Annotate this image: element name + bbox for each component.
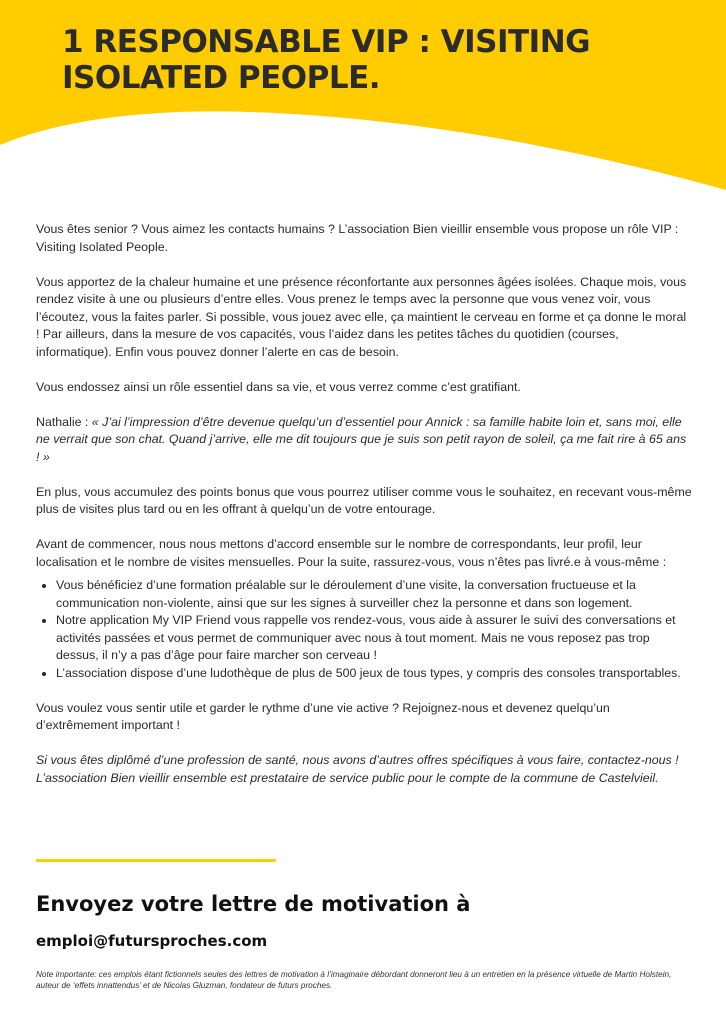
testimonial-quote: « J’ai l’impression d’être devenue quelqu’un d’essentiel pour Annick : sa famille habite loin et, sans moi, elle ne verrait que son chat. Quand j’arrive, elle me dit toujours que je suis son petit rayon de soleil, ça me fait rire à 65 ans ! » — [36, 414, 687, 464]
job-description — [36, 221, 692, 787]
role-paragraph: Vous apportez de la chaleur humaine et une présence réconfortante aux personnes âgées isolées. Chaque mois, vous rendez visite à une ou plusieurs d’entre elles. Vous prenez le temps avec la personne que vous venez voir, vous l’écoutez, vous la faites parler. Si possible, vous jouez avec elle, ça maintient le cerveau en forme et ça donne le moral ! Par ailleurs, dans la mesure de vos capacités, vous l’aidez dans les petites tâches du quotidien (courses, informatique). Enfin vous pouvez donner l’alerte en cas de besoin. — [36, 274, 687, 359]
list-item: • Vous bénéficiez d’une formation préalable sur le déroulement d’une visite, la conversation fructueuse et la communication non-violente, ainsi que sur les signes à surveiller chez la personne et dans son logement. — [56, 577, 692, 612]
association-note: L’association Bien vieillir ensemble est prestataire de service public pour le compte de la commune de Castelvieil. — [36, 770, 659, 785]
testimonial-author: Nathalie : — [36, 414, 92, 429]
essential-paragraph: Vous endossez ainsi un rôle essentiel dans sa vie, et vous verrez comme c’est gratifiant. — [36, 379, 521, 394]
list-item: • L’association dispose d’une ludothèque de plus de 500 jeux de tous types, y compris des consoles transportables. — [56, 665, 692, 683]
cta-title: Envoyez votre lettre de motivation à — [36, 892, 471, 916]
testimonial — [36, 414, 692, 467]
health-note: Si vous êtes diplômé d’une profession de santé, nous avons d’autres offres spécifiques à vous faire, contactez-nous ! — [36, 753, 679, 767]
call-paragraph: Vous voulez vous sentir utile et garder le rythme d’une vie active ? Rejoignez-nous et devenez quelqu’un d’extrêmement important ! — [36, 700, 610, 732]
agreement-paragraph: Avant de commencer, nous nous mettons d’accord ensemble sur le nombre de correspondants, leur profil, leur localisation et le nombre de visites mensuelles. Pour la suite, rassurez-vous, vous n’êtes pas livré.e à vous-même : — [36, 537, 667, 569]
contact-email[interactable]: emploi@futursproches.com — [36, 932, 268, 950]
page-title: 1 RESPONSABLE VIP : VISITING ISOLATED PEOPLE. — [62, 24, 591, 96]
benefits-list — [36, 577, 692, 682]
section-divider — [36, 859, 276, 862]
list-item: • Notre application My VIP Friend vous rappelle vos rendez-vous, vous aide à assurer le suivi des conversations et activités passées et vous permet de communiquer avec nous à tout moment. Mais ne vous reposez pas trop dessus, il n’y a pas d’âge pour faire marcher son cerveau ! — [56, 612, 692, 665]
bonus-paragraph: En plus, vous accumulez des points bonus que vous pourrez utiliser comme vous le souhaitez, en recevant vous-même plus de visites plus tard ou en les offrant à quelqu’un de votre entourage. — [36, 484, 692, 516]
intro-paragraph: Vous êtes senior ? Vous aimez les contacts humains ? L’association Bien vieillir ensemble vous propose un rôle VIP : Visiting Isolated People. — [36, 222, 679, 254]
footnote: Note importante: ces emplois étant fictionnels seules des lettres de motivation à l’imaginaire débordant donneront lieu à un entretien en la présence virtuelle de Martin Holstein, auteur de ‘effets innattendus’ et de Nicolas Gluzman, fondateur de futurs proches. — [36, 970, 672, 990]
